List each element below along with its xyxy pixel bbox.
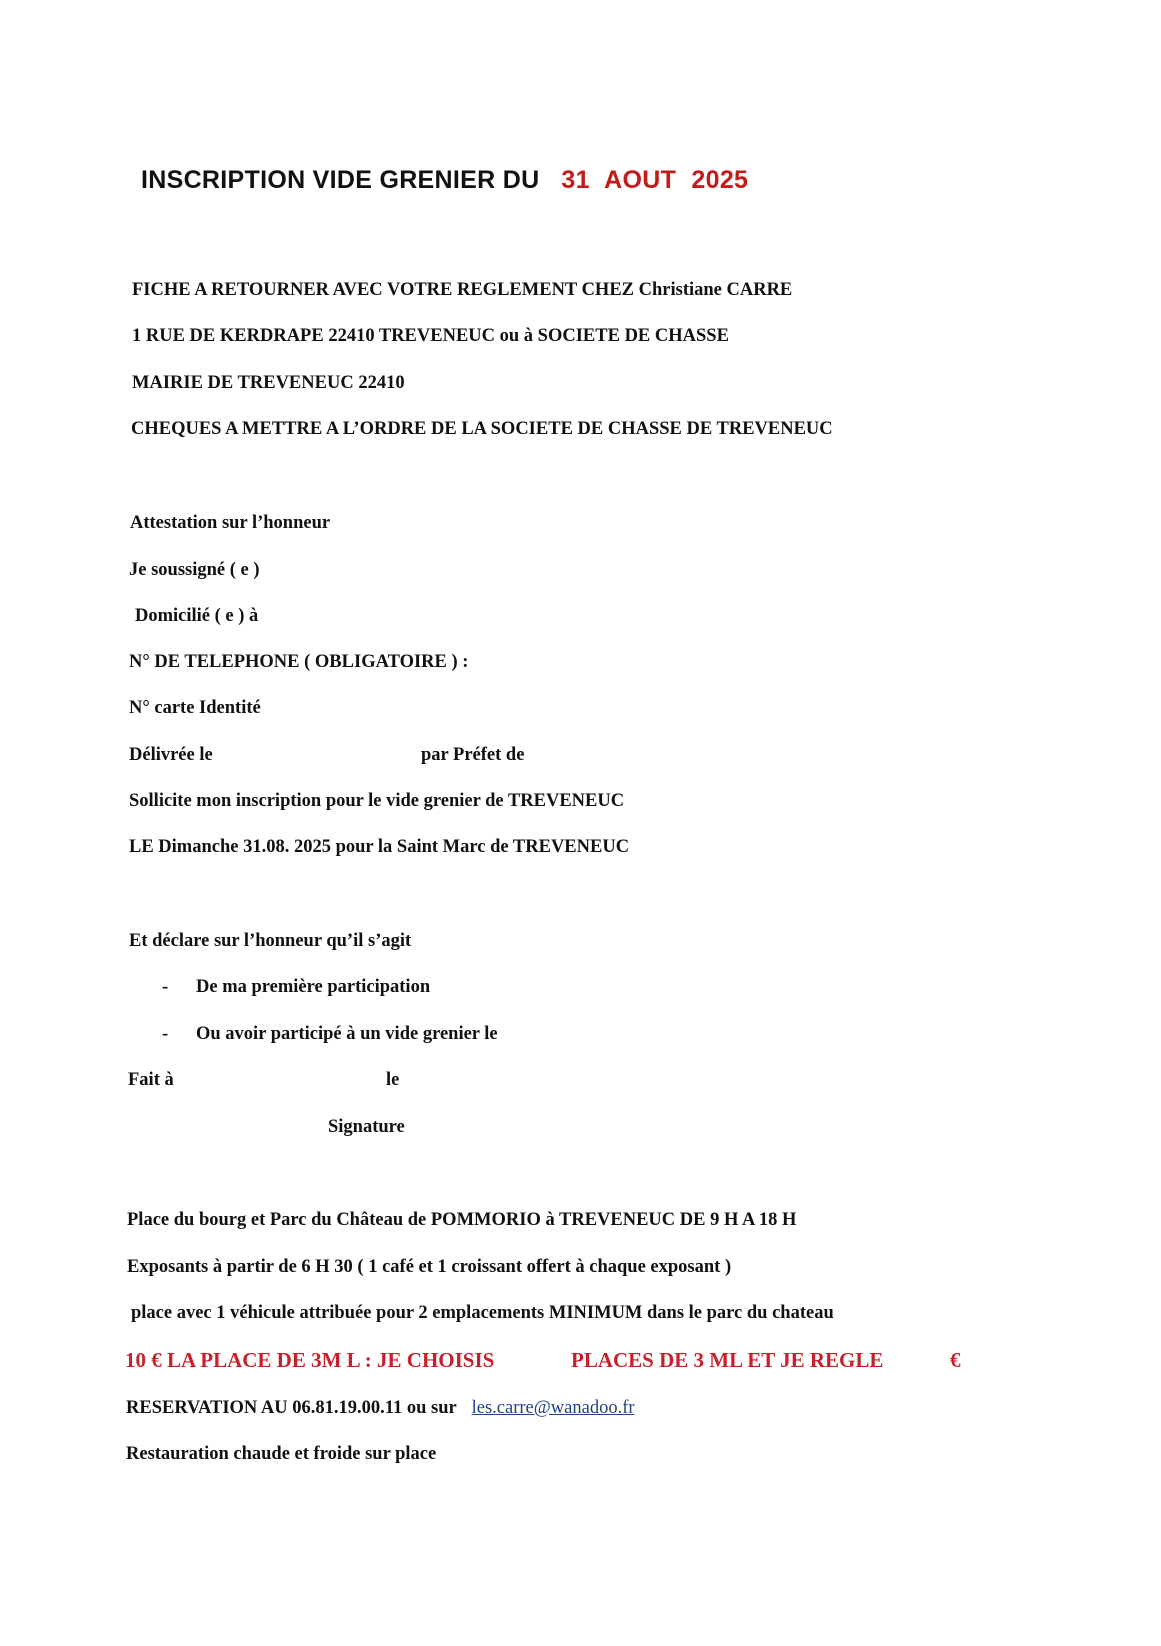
le-label: le xyxy=(386,1070,400,1090)
instruction-line-4: CHEQUES A METTRE A L’ORDRE DE LA SOCIETE DE CHASSE DE TREVENEUC xyxy=(131,419,833,439)
domicilie-label: Domicilié ( e ) à xyxy=(135,606,259,626)
exposants-text: Exposants à partir de 6 H 30 ( 1 café et 1 croissant offert à chaque exposant ) xyxy=(127,1257,732,1277)
carte-identite-label: N° carte Identité xyxy=(129,698,261,718)
sollicite-text: Sollicite mon inscription pour le vide grenier de TREVENEUC xyxy=(129,791,625,811)
delivree-label: Délivrée le xyxy=(129,745,213,765)
title-main: INSCRIPTION VIDE GRENIER DU xyxy=(141,166,540,194)
event-date-text: LE Dimanche 31.08. 2025 pour la Saint Marc de TREVENEUC xyxy=(129,837,630,857)
price-text-part2: PLACES DE 3 ML ET JE REGLE xyxy=(571,1348,884,1372)
instruction-line-3: MAIRIE DE TREVENEUC 22410 xyxy=(132,373,405,393)
option-bullet-1: - xyxy=(162,977,169,997)
signature-label: Signature xyxy=(328,1117,405,1137)
location-hours-text: Place du bourg et Parc du Château de POMMORIO à TREVENEUC DE 9 H A 18 H xyxy=(127,1210,797,1230)
fait-a-label: Fait à xyxy=(128,1070,174,1090)
reservation-text: RESERVATION AU 06.81.19.00.11 ou sur xyxy=(126,1398,457,1418)
prefet-label: par Préfet de xyxy=(421,745,525,765)
reservation-line xyxy=(126,1397,635,1419)
telephone-label: N° DE TELEPHONE ( OBLIGATOIRE ) : xyxy=(129,652,469,672)
document-title xyxy=(141,166,748,195)
title-date: 31 AOUT 2025 xyxy=(561,166,749,194)
price-text-part3: € xyxy=(950,1348,961,1372)
vehicle-text: place avec 1 véhicule attribuée pour 2 emplacements MINIMUM dans le parc du chateau xyxy=(131,1303,834,1323)
option-previous-participation: Ou avoir participé à un vide grenier le xyxy=(196,1024,498,1044)
attestation-heading: Attestation sur l’honneur xyxy=(130,513,331,533)
price-text-part1: 10 € LA PLACE DE 3M L : JE CHOISIS xyxy=(125,1348,495,1372)
soussigne-label: Je soussigné ( e ) xyxy=(129,560,260,580)
option-bullet-2: - xyxy=(162,1024,169,1044)
instruction-line-1: FICHE A RETOURNER AVEC VOTRE REGLEMENT CHEZ Christiane CARRE xyxy=(132,280,793,300)
email-link[interactable]: les.carre@wanadoo.fr xyxy=(471,1398,635,1418)
option-first-participation: De ma première participation xyxy=(196,977,431,997)
declaration-text: Et déclare sur l’honneur qu’il s’agit xyxy=(129,931,412,951)
instruction-line-2: 1 RUE DE KERDRAPE 22410 TREVENEUC ou à SOCIETE DE CHASSE xyxy=(132,326,729,346)
restauration-text: Restauration chaude et froide sur place xyxy=(126,1444,437,1464)
